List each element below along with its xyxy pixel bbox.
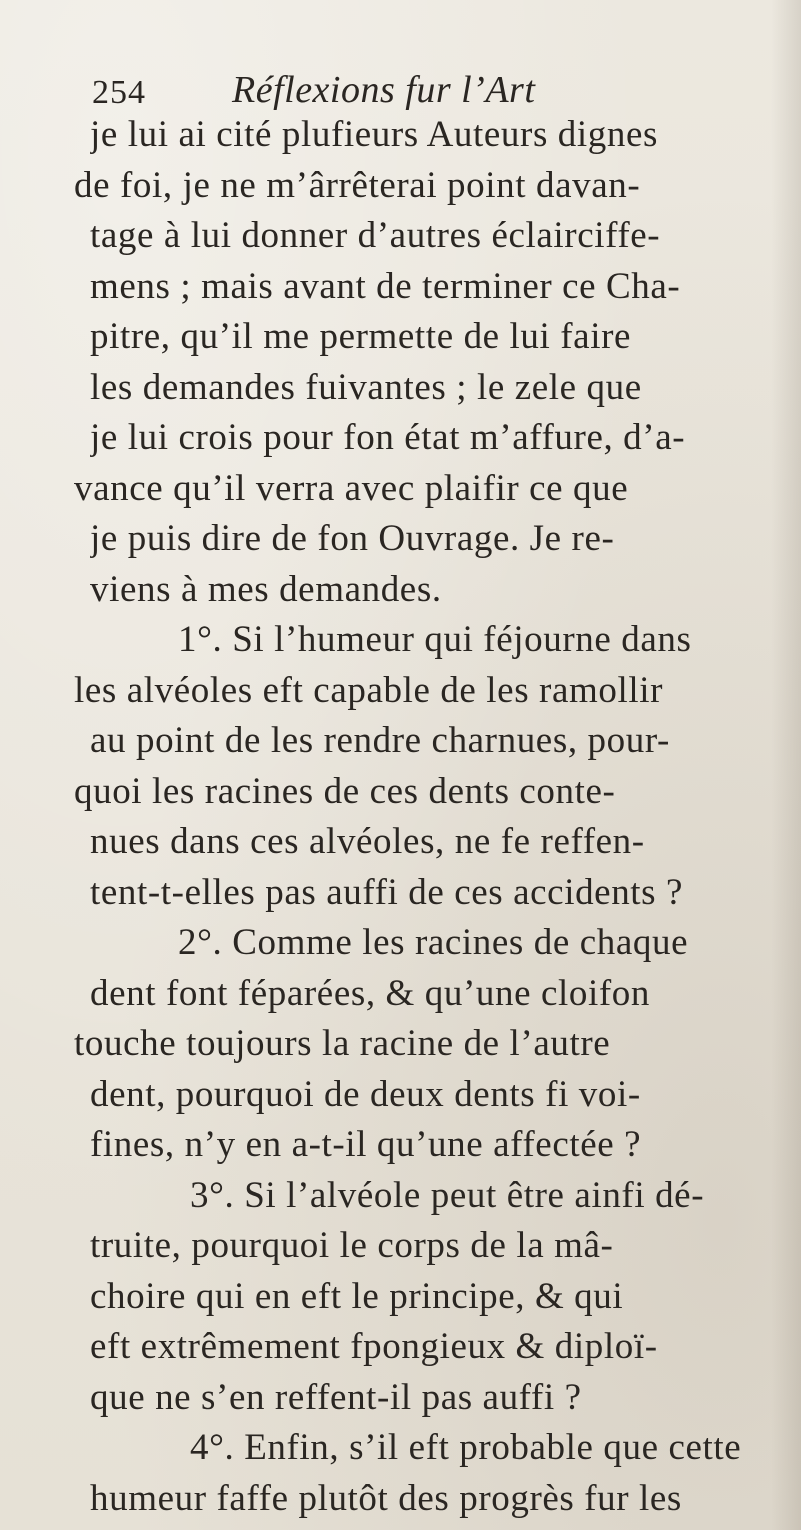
text-line: choire qui en eft le principe, & qui — [90, 1275, 624, 1317]
text-line: tent-t-elles pas auffi de ces accidents ? — [90, 871, 684, 913]
text-line: quoi les racines de ces dents conte- — [74, 770, 616, 812]
text-line: viens à mes demandes. — [90, 568, 442, 610]
text-line: dent, pourquoi de deux dents fi voi- — [90, 1073, 641, 1115]
text-line: nues dans ces alvéoles, ne fe reffen- — [90, 821, 645, 862]
text-line: pitre, qu’il me permette de lui faire — [90, 316, 632, 357]
text-line: que ne s’en reffent-il pas auffi ? — [90, 1376, 582, 1418]
running-title: Réflexions fur l’Art — [232, 69, 536, 111]
text-line: tage à lui donner d’autres éclairciffe- — [90, 215, 661, 256]
text-line: 4°. Enfin, s’il eft probable que cette — [190, 1427, 742, 1468]
text-line: mens ; mais avant de terminer ce Cha- — [90, 265, 681, 307]
text-line: 1°. Si l’humeur qui féjourne dans — [178, 619, 692, 660]
page-number: 254 — [92, 74, 146, 111]
text-line: je lui ai cité plufieurs Auteurs dignes — [90, 114, 658, 155]
text-line: je lui crois pour fon état m’affure, d’a- — [90, 417, 686, 458]
text-line: vance qu’il verra avec plaifir ce que — [74, 467, 629, 509]
text-line: humeur faffe plutôt des progrès fur les — [90, 1477, 682, 1519]
text-line: eft extrêmement fpongieux & diploï- — [90, 1326, 658, 1367]
text-line: 2°. Comme les racines de chaque — [178, 922, 689, 963]
text-line: les demandes fuivantes ; le zele que — [90, 366, 642, 408]
text-line: fines, n’y en a-t-il qu’une affectée ? — [90, 1124, 642, 1165]
text-line: truite, pourquoi le corps de la mâ- — [90, 1225, 614, 1266]
text-line: de foi, je ne m’ârrêterai point davan- — [74, 164, 641, 206]
text-line: dent font féparées, & qu’une cloifon — [90, 972, 650, 1014]
text-line: 3°. Si l’alvéole peut être ainfi dé- — [190, 1174, 705, 1216]
body-text — [74, 110, 801, 1524]
text-line: au point de les rendre charnues, pour- — [90, 720, 670, 761]
text-line: les alvéoles eft capable de les ramollir — [74, 669, 664, 711]
text-line: je puis dire de fon Ouvrage. Je re- — [90, 518, 615, 559]
text-line: touche toujours la racine de l’autre — [74, 1023, 611, 1064]
